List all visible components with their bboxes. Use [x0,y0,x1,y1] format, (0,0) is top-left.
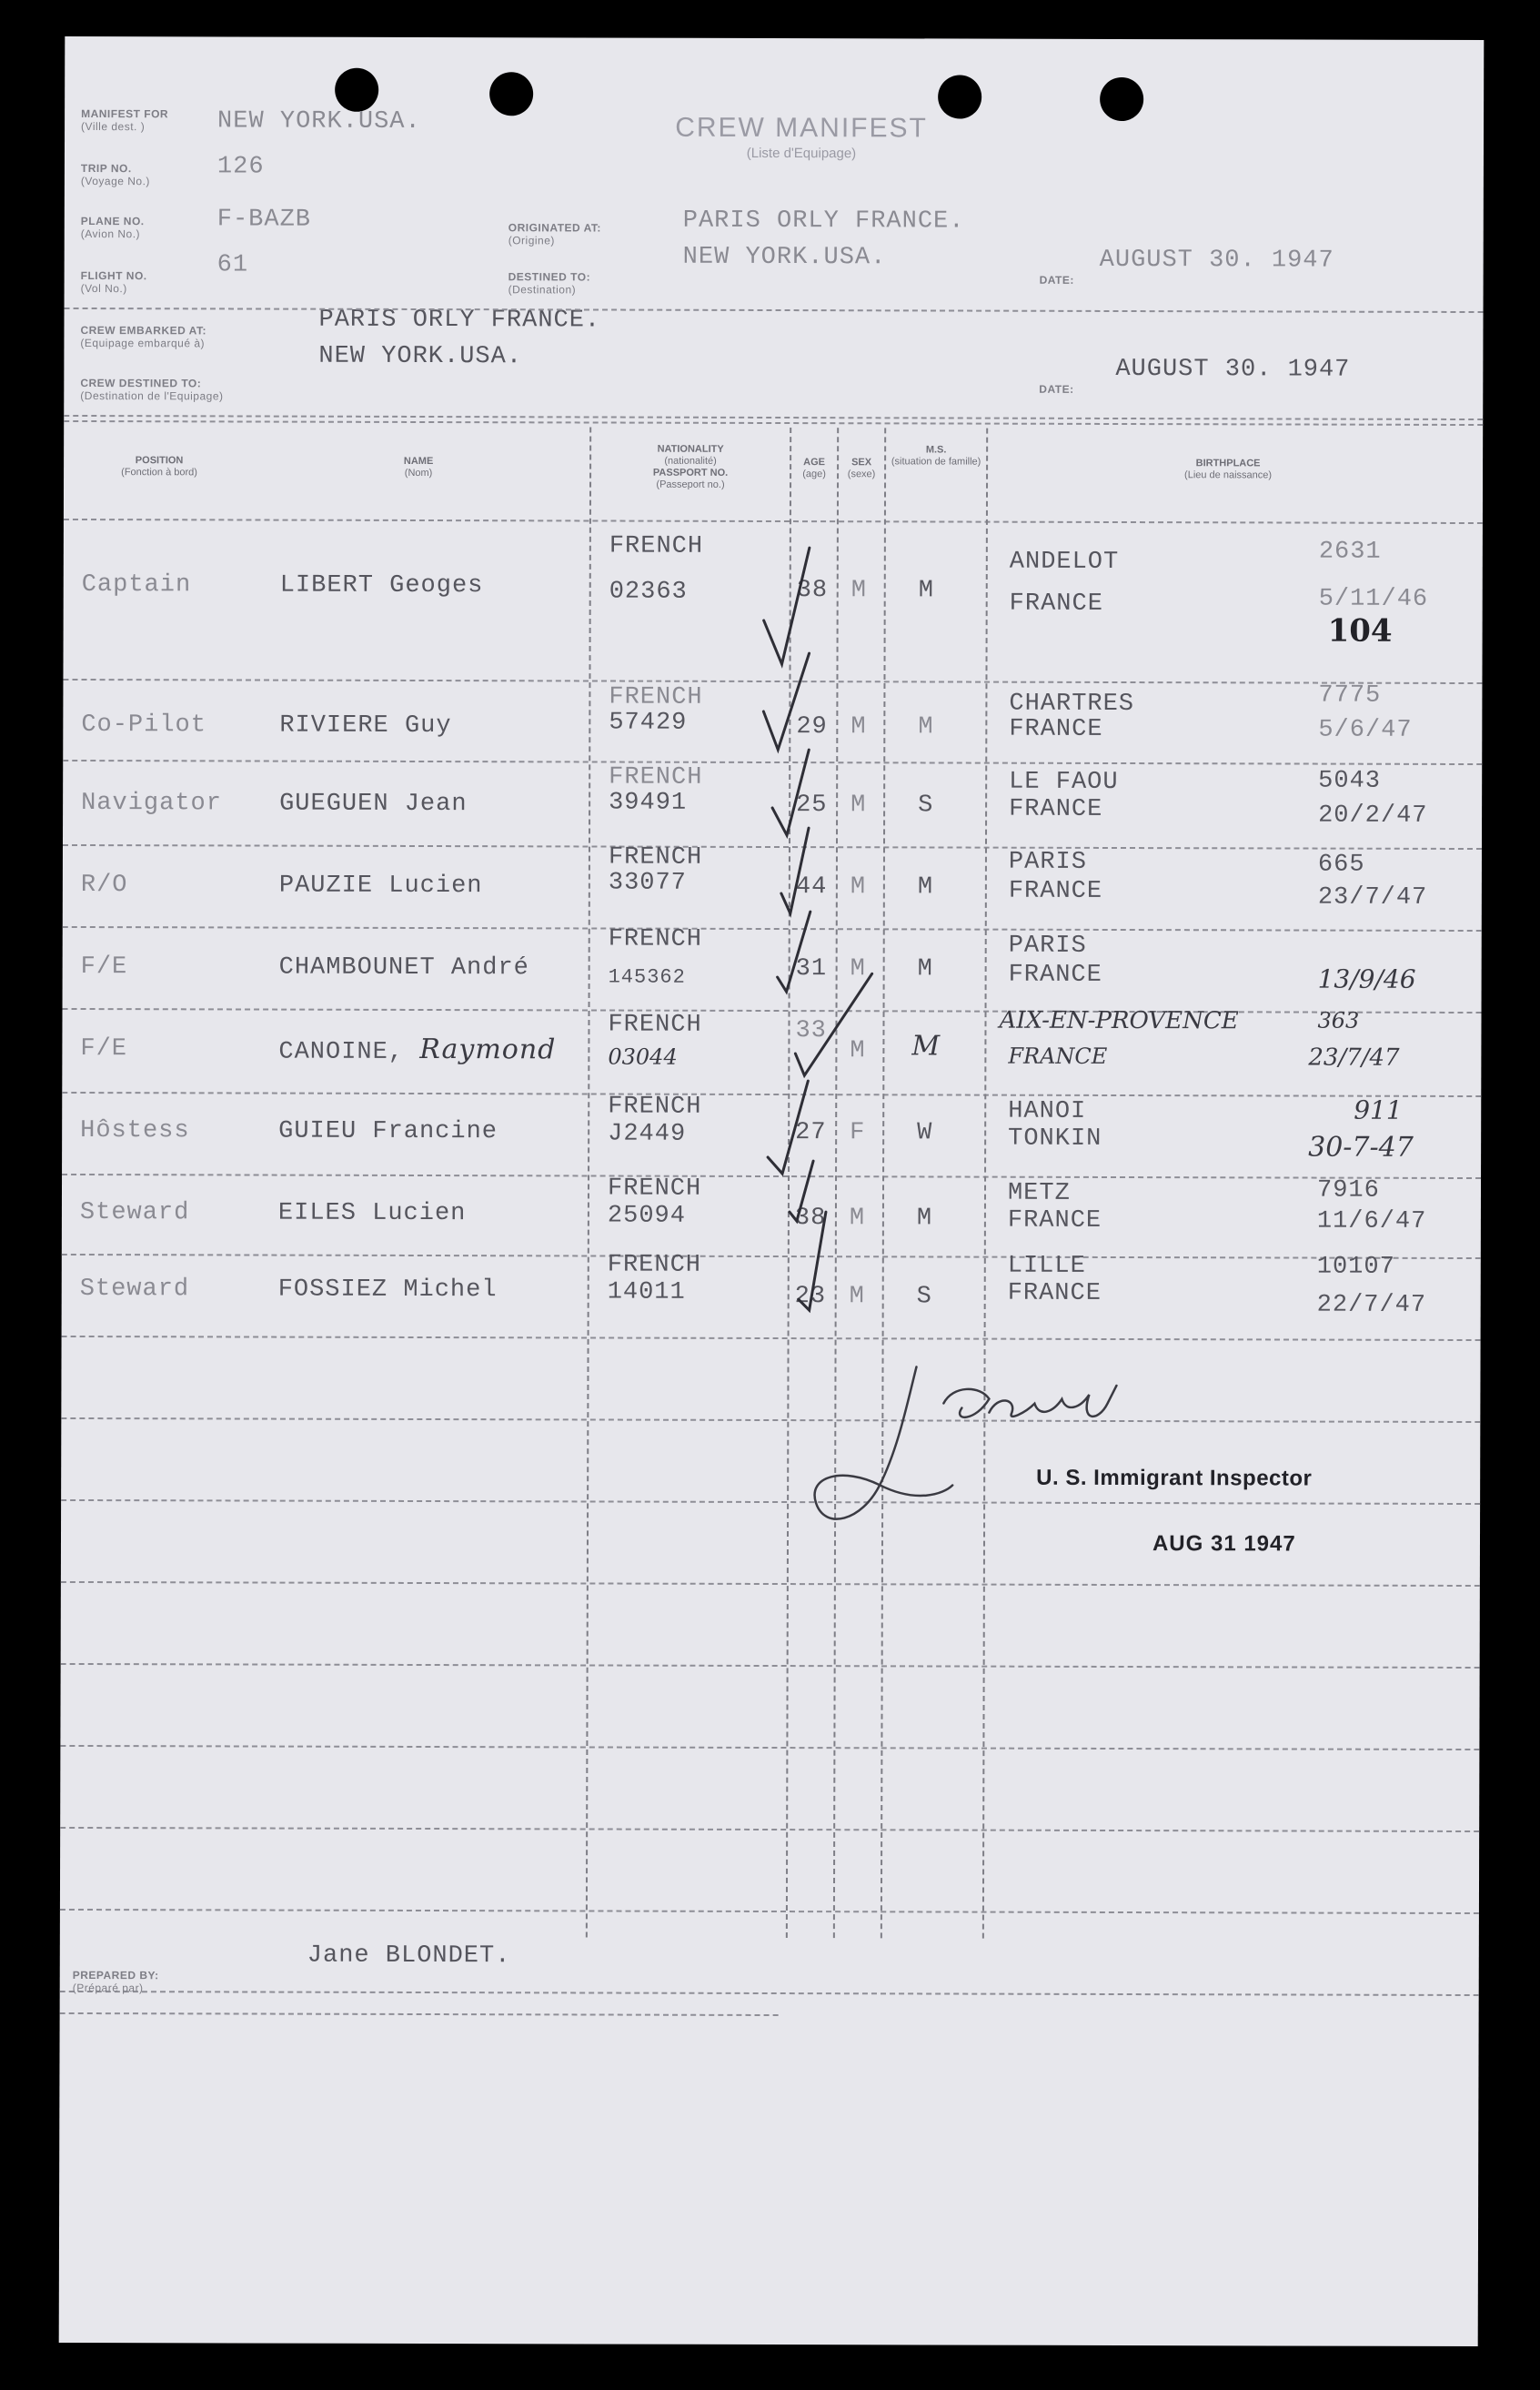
name-cell: CANOINE, Raymond [278,1033,557,1066]
checkmark [764,548,810,664]
originated-label: ORIGINATED AT: (Origine) [508,221,601,247]
page-number: 104 [1327,612,1393,650]
inspector-title: U. S. Immigrant Inspector [1036,1465,1313,1491]
note-date: 22/7/47 [1316,1291,1427,1319]
name-cell: FOSSIEZ Michel [277,1276,498,1305]
birthplace-line2: FRANCE [1007,1279,1102,1307]
ms-cell: M [911,1030,941,1063]
col-birthplace: BIRTHPLACE (Lieu de naissance) [1184,458,1273,481]
signature-text [1062,1358,1068,1359]
checkmark [795,973,871,1075]
passport-cell: 145362 [608,965,686,989]
name-cell: EILES Lucien [277,1199,467,1228]
position-cell: R/O [80,872,128,900]
note-number: 665 [1317,851,1365,879]
birthplace-line2: FRANCE [1008,961,1102,989]
manifest-sheet [59,36,1485,2346]
ms-cell: S [918,792,934,820]
name-cell: RIVIERE Guy [279,711,452,741]
prepared-by-value: Jane BLONDET. [307,1941,511,1971]
ms-cell: M [918,713,934,741]
birthplace-line2: TONKIN [1008,1124,1102,1153]
age-cell: 27 [795,1119,827,1147]
nationality-cell: FRENCH [609,683,703,711]
birthplace-line2: FRANCE [1008,1043,1108,1069]
note-date: 5/6/47 [1318,716,1413,744]
trip-label: TRIP NO. (Voyage No.) [80,162,150,188]
position-cell: Co-Pilot [81,711,207,740]
note-date: 5/11/46 [1318,585,1429,613]
nationality-cell: FRENCH [609,763,703,792]
note-date: 20/2/47 [1318,802,1428,830]
date-label-2: DATE: [1039,382,1074,396]
sex-cell: M [851,792,867,820]
date-value-2: AUGUST 30. 1947 [1115,355,1351,384]
birthplace-line1: LILLE [1007,1252,1086,1280]
position-cell: Captain [81,571,192,600]
sex-cell: M [850,955,866,983]
position-cell: Steward [79,1199,190,1227]
name-cell: CHAMBOUNET André [278,953,529,983]
nationality-cell: FRENCH [607,1175,702,1203]
port-value: NEW YORK.USA. [217,107,421,136]
plane-value: F-BAZB [216,206,312,234]
note-number: 2631 [1318,538,1382,566]
checkmark [790,1161,813,1221]
sex-cell: M [851,713,867,741]
port-label: MANIFEST FOR (Ville dest. ) [81,107,169,134]
form-subtitle: (Liste d'Equipage) [746,145,857,162]
birthplace-line1: AIX-EN-PROVENCE [999,1006,1239,1035]
sex-cell: M [850,873,867,902]
age-cell: 33 [795,1017,827,1045]
note-number: 5043 [1318,767,1382,795]
position-cell: F/E [80,953,128,982]
passport-cell: 03044 [608,1044,678,1070]
position-cell: Steward [79,1276,190,1304]
sex-cell: M [849,1283,865,1311]
ms-cell: M [918,577,934,605]
passport-cell: 33077 [608,869,687,897]
birthplace-line2: FRANCE [1009,590,1103,618]
age-cell: 23 [794,1283,827,1311]
note-number: 7775 [1318,681,1382,710]
note-number: 911 [1354,1094,1403,1125]
age-cell: 44 [795,873,828,902]
handwritten-first-name: Raymond [419,1033,557,1066]
name-cell: PAUZIE Lucien [278,872,483,901]
checkmark [768,1081,808,1174]
ms-cell: W [917,1119,933,1147]
birthplace-line1: METZ [1007,1179,1071,1207]
note-date: 23/7/47 [1317,883,1428,912]
embarked-value-2: NEW YORK.USA. [318,342,523,371]
col-sex: SEX (sexe) [847,457,876,480]
ms-cell: S [916,1283,932,1311]
birthplace-line2: FRANCE [1007,1206,1102,1235]
checkmark [778,912,810,992]
name-cell: LIBERT Geoges [279,571,484,600]
age-cell: 29 [796,713,828,741]
age-cell: 38 [796,577,829,605]
note-number: 10107 [1316,1253,1395,1281]
ms-cell: M [917,873,934,902]
destined-label: DESTINED TO: (Destination) [508,270,591,297]
nationality-cell: FRENCH [609,532,704,560]
age-cell: 38 [794,1205,827,1233]
ms-cell: M [917,955,933,983]
sex-cell: F [850,1119,866,1147]
nationality-cell: FRENCH [608,1093,702,1121]
note-number: 363 [1317,1007,1360,1034]
destined-value: NEW YORK.USA. [682,243,887,272]
col-name: NAME (Nom) [403,455,434,479]
passport-cell: 14011 [607,1278,686,1306]
note-date: 11/6/47 [1316,1207,1427,1235]
passport-cell: 25094 [607,1202,686,1230]
passport-cell: J2449 [608,1120,687,1148]
name-cell: GUIEU Francine [278,1117,498,1146]
originated-value: PARIS ORLY FRANCE. [682,207,965,236]
passport-cell: 57429 [609,709,688,737]
ms-cell: M [916,1205,933,1233]
note-number: 7916 [1316,1176,1380,1205]
plane-label: PLANE NO. (Avion No.) [80,215,145,241]
sex-cell: M [851,577,867,605]
position-cell: Navigator [81,790,222,818]
birthplace-line2: FRANCE [1009,715,1103,743]
position-cell: F/E [80,1035,128,1064]
passport-cell: 39491 [609,789,688,817]
birthplace-line1: PARIS [1008,848,1088,876]
embarked-value-1: PARIS ORLY FRANCE. [318,306,601,335]
col-nationality-passport: NATIONALITY (nationalité) PASSPORT NO. (Passeport no.) [652,443,729,490]
passport-cell: 02363 [609,578,688,606]
position-cell: Hôstess [80,1117,190,1145]
checkmark [772,750,809,835]
nationality-cell: FRENCH [608,1011,702,1039]
nationality-cell: FRENCH [607,1251,702,1279]
sex-cell: M [849,1205,866,1233]
birthplace-line1: CHARTRES [1009,690,1135,719]
col-marital-status: M.S. (situation de famille) [891,444,981,468]
form-title: CREW MANIFEST [675,112,928,144]
age-cell: 31 [795,955,828,983]
note-date: 13/9/46 [1317,963,1416,994]
birthplace-line1: ANDELOT [1009,548,1120,576]
trip-value: 126 [216,153,265,181]
crew-destined-label: CREW DESTINED TO: (Destination de l'Equipage) [80,377,224,403]
checkmarks [59,36,1485,2346]
nationality-cell: FRENCH [608,843,703,872]
sex-cell: M [850,1037,866,1065]
embarked-label: CREW EMBARKED AT: (Equipage embarqué à) [80,324,206,350]
birthplace-line2: FRANCE [1009,795,1103,823]
inspection-date-stamp: AUG 31 1947 [1152,1531,1296,1557]
col-age: AGE (age) [802,457,826,480]
flight-label: FLIGHT NO. (Vol No.) [80,269,147,296]
birthplace-line2: FRANCE [1008,877,1103,905]
note-date: 30-7-47 [1308,1131,1414,1164]
date-label-1: DATE: [1039,273,1074,287]
checkmark [763,653,809,750]
inspector-signature [807,1348,1172,1531]
date-value-1: AUGUST 30. 1947 [1099,246,1334,275]
col-position: POSITION (Fonction à bord) [121,455,197,479]
age-cell: 25 [796,792,828,820]
name-cell: GUEGUEN Jean [279,790,468,819]
birthplace-line1: LE FAOU [1009,768,1119,796]
note-date: 23/7/47 [1308,1044,1400,1072]
nationality-cell: FRENCH [608,925,702,953]
birthplace-line1: PARIS [1008,932,1087,960]
birthplace-line1: HANOI [1008,1097,1087,1125]
flight-value: 61 [216,251,249,279]
checkmark [781,828,809,913]
prepared-by-label: PREPARED BY: (Préparé par) [72,1968,159,1995]
checkmark [799,1212,826,1310]
